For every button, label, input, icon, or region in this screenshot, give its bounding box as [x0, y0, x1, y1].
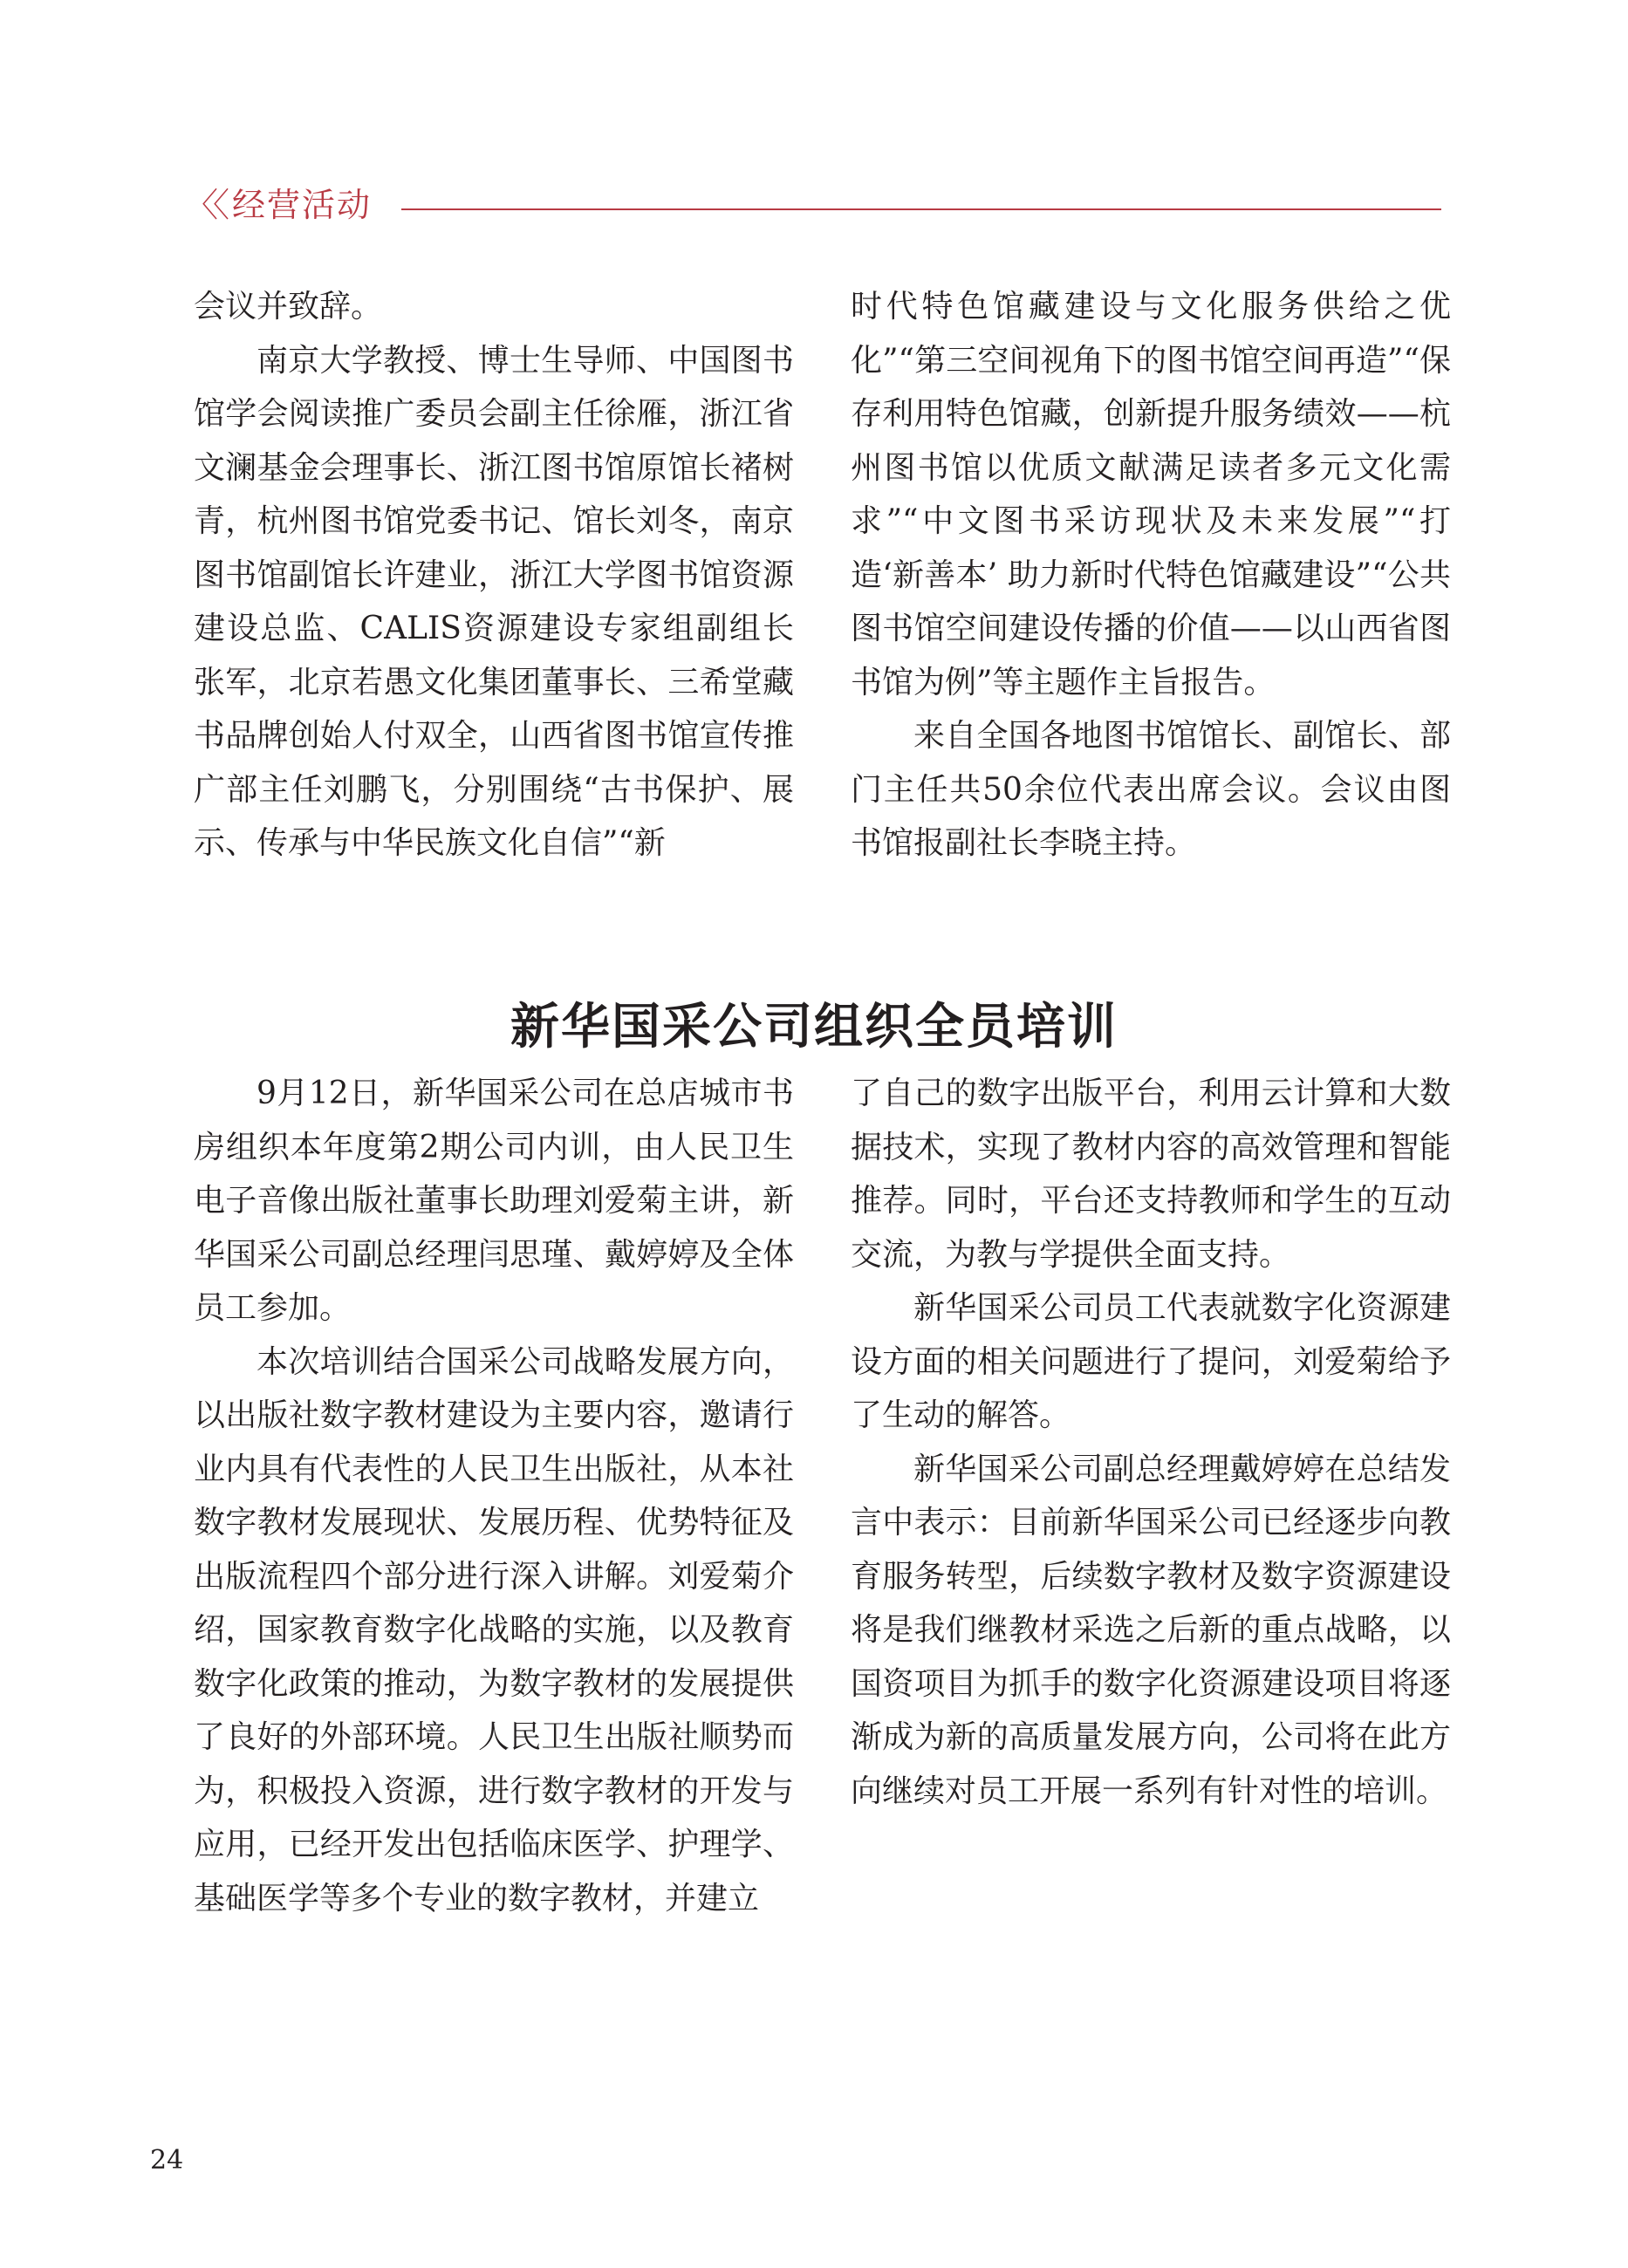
- article2-right-column: [851, 1067, 1451, 1818]
- paragraph: 时代特色馆藏建设与文化服务供给之优化”“第三空间视角下的图书馆空间再造”“保存利用特色馆藏，创新提升服务绩效——杭州图书馆以优质文献满足读者多元文化需求”“中文图书采访现状及未来发展”“打造‘新善本’ 助力新时代特色馆藏建设”“公共图书馆空间建设传播的价值——以山西省图书馆为例”等主题作主旨报告。: [851, 289, 1451, 700]
- header-rule: [401, 208, 1441, 210]
- paragraph: 本次培训结合国采公司战略发展方向，以出版社数字教材建设为主要内容，邀请行业内具有代表性的人民卫生出版社，从本社数字教材发展现状、发展历程、优势特征及出版流程四个部分进行深入讲解。刘爱菊介绍，国家教育数字化战略的实施，以及教育数字化政策的推动，为数字教材的发展提供了良好的外部环境。人民卫生出版社顺势而为，积极投入资源，进行数字教材的开发与应用，已经开发出包括临床医学、护理学、基础医学等多个专业的数字教材，并建立: [194, 1343, 794, 1916]
- page-number: 24: [150, 2145, 184, 2176]
- paragraph: 会议并致辞。: [194, 289, 383, 324]
- paragraph: 新华国采公司副总经理戴婷婷在总结发言中表示：目前新华国采公司已经逐步向教育服务转型，后续数字教材及数字资源建设将是我们继教材采选之后新的重点战略，以国资项目为抓手的数字化资源建设项目将逐渐成为新的高质量发展方向，公司将在此方向继续对员工开展一系列有针对性的培训。: [851, 1451, 1451, 1809]
- paragraph: 9月12日，新华国采公司在总店城市书房组织本年度第2期公司内训，由人民卫生电子音像出版社董事长助理刘爱菊主讲，新华国采公司副总经理闫思瑾、戴婷婷及全体员工参加。: [194, 1076, 794, 1326]
- page-header: [185, 185, 1441, 237]
- article2-left-column: [194, 1067, 794, 1925]
- section-title-header: 经营活动: [232, 186, 373, 224]
- article1-left-column: [194, 280, 794, 871]
- chevron-left-icon: 〈〈: [185, 186, 225, 224]
- paragraph: 南京大学教授、博士生导师、中国图书馆学会阅读推广委员会副主任徐雁，浙江省文澜基金会理事长、浙江图书馆原馆长褚树青，杭州图书馆党委书记、馆长刘冬，南京图书馆副馆长许建业，浙江大学图书馆资源建设总监、CALIS资源建设专家组副组长张军，北京若愚文化集团董事长、三希堂藏书品牌创始人付双全，山西省图书馆宣传推广部主任刘鹏飞，分别围绕“古书保护、展示、传承与中华民族文化自信”“新: [194, 342, 794, 861]
- paragraph: 了自己的数字出版平台，利用云计算和大数据技术，实现了教材内容的高效管理和智能推荐。同时，平台还支持教师和学生的互动交流，为教与学提供全面支持。: [851, 1076, 1451, 1273]
- article1-right-column: [851, 280, 1451, 871]
- paragraph: 新华国采公司员工代表就数字化资源建设方面的相关问题进行了提问，刘爱菊给予了生动的解答。: [851, 1290, 1451, 1433]
- paragraph: 来自全国各地图书馆馆长、副馆长、部门主任共50余位代表出席会议。会议由图书馆报副社长李晓主持。: [851, 718, 1451, 861]
- article-title: 新华国采公司组织全员培训: [510, 998, 1118, 1055]
